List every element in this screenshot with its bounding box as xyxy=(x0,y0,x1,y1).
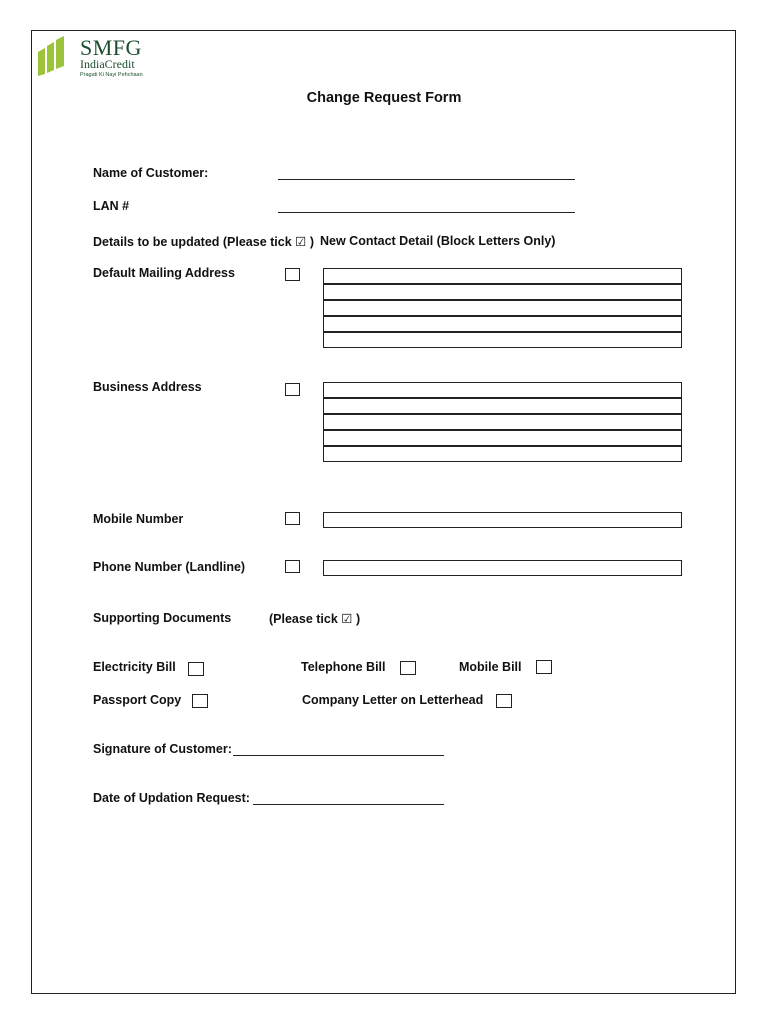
date-label: Date of Updation Request: xyxy=(93,791,250,805)
signature-field[interactable] xyxy=(233,755,444,756)
customer-name-label: Name of Customer: xyxy=(93,166,209,180)
company-logo xyxy=(36,34,156,82)
business-address-line[interactable] xyxy=(323,414,682,430)
logo-tagline: Pragati Ki Nayi Pehchaan xyxy=(80,72,143,78)
lan-field[interactable] xyxy=(278,212,575,213)
mobile-bill-checkbox[interactable] xyxy=(536,660,552,674)
mailing-address-boxes xyxy=(323,268,682,349)
new-contact-label: New Contact Detail (Block Letters Only) xyxy=(320,234,556,248)
supporting-tick-note: (Please tick ☑ ) xyxy=(269,612,361,626)
business-address-line[interactable] xyxy=(323,398,682,414)
phone-number-field[interactable] xyxy=(323,560,682,576)
business-address-boxes xyxy=(323,382,682,463)
mobile-bill-label: Mobile Bill xyxy=(459,660,522,674)
mobile-number-checkbox[interactable] xyxy=(285,512,300,525)
mailing-address-line[interactable] xyxy=(323,332,682,348)
mailing-address-line[interactable] xyxy=(323,284,682,300)
phone-number-checkbox[interactable] xyxy=(285,560,300,573)
business-address-line[interactable] xyxy=(323,382,682,398)
mailing-address-line[interactable] xyxy=(323,316,682,332)
mailing-address-line[interactable] xyxy=(323,300,682,316)
company-letter-label: Company Letter on Letterhead xyxy=(302,693,484,707)
phone-number-label: Phone Number (Landline) xyxy=(93,560,246,574)
page-title: Change Request Form xyxy=(306,90,462,106)
business-address-line[interactable] xyxy=(323,430,682,446)
mobile-number-label: Mobile Number xyxy=(93,512,184,526)
logo-subname: IndiaCredit xyxy=(80,57,135,71)
date-field[interactable] xyxy=(253,804,444,805)
mailing-address-line[interactable] xyxy=(323,268,682,284)
business-address-line[interactable] xyxy=(323,446,682,462)
electricity-bill-label: Electricity Bill xyxy=(93,660,176,674)
customer-name-field[interactable] xyxy=(278,179,575,180)
passport-copy-label: Passport Copy xyxy=(93,693,182,707)
mailing-address-label: Default Mailing Address xyxy=(93,266,235,280)
signature-label: Signature of Customer: xyxy=(93,742,232,756)
lan-label: LAN # xyxy=(93,199,130,213)
telephone-bill-checkbox[interactable] xyxy=(400,661,416,675)
company-letter-checkbox[interactable] xyxy=(496,694,512,708)
electricity-bill-checkbox[interactable] xyxy=(188,662,204,676)
details-label: Details to be updated (Please tick ☑ ) xyxy=(93,235,314,249)
supporting-documents-label: Supporting Documents xyxy=(93,611,232,625)
mobile-number-field[interactable] xyxy=(323,512,682,528)
logo-mark-icon xyxy=(36,36,66,78)
telephone-bill-label: Telephone Bill xyxy=(301,660,386,674)
logo-brand: SMFG xyxy=(80,35,142,60)
business-address-checkbox[interactable] xyxy=(285,383,300,396)
mailing-address-checkbox[interactable] xyxy=(285,268,300,281)
business-address-label: Business Address xyxy=(93,380,202,394)
passport-copy-checkbox[interactable] xyxy=(192,694,208,708)
